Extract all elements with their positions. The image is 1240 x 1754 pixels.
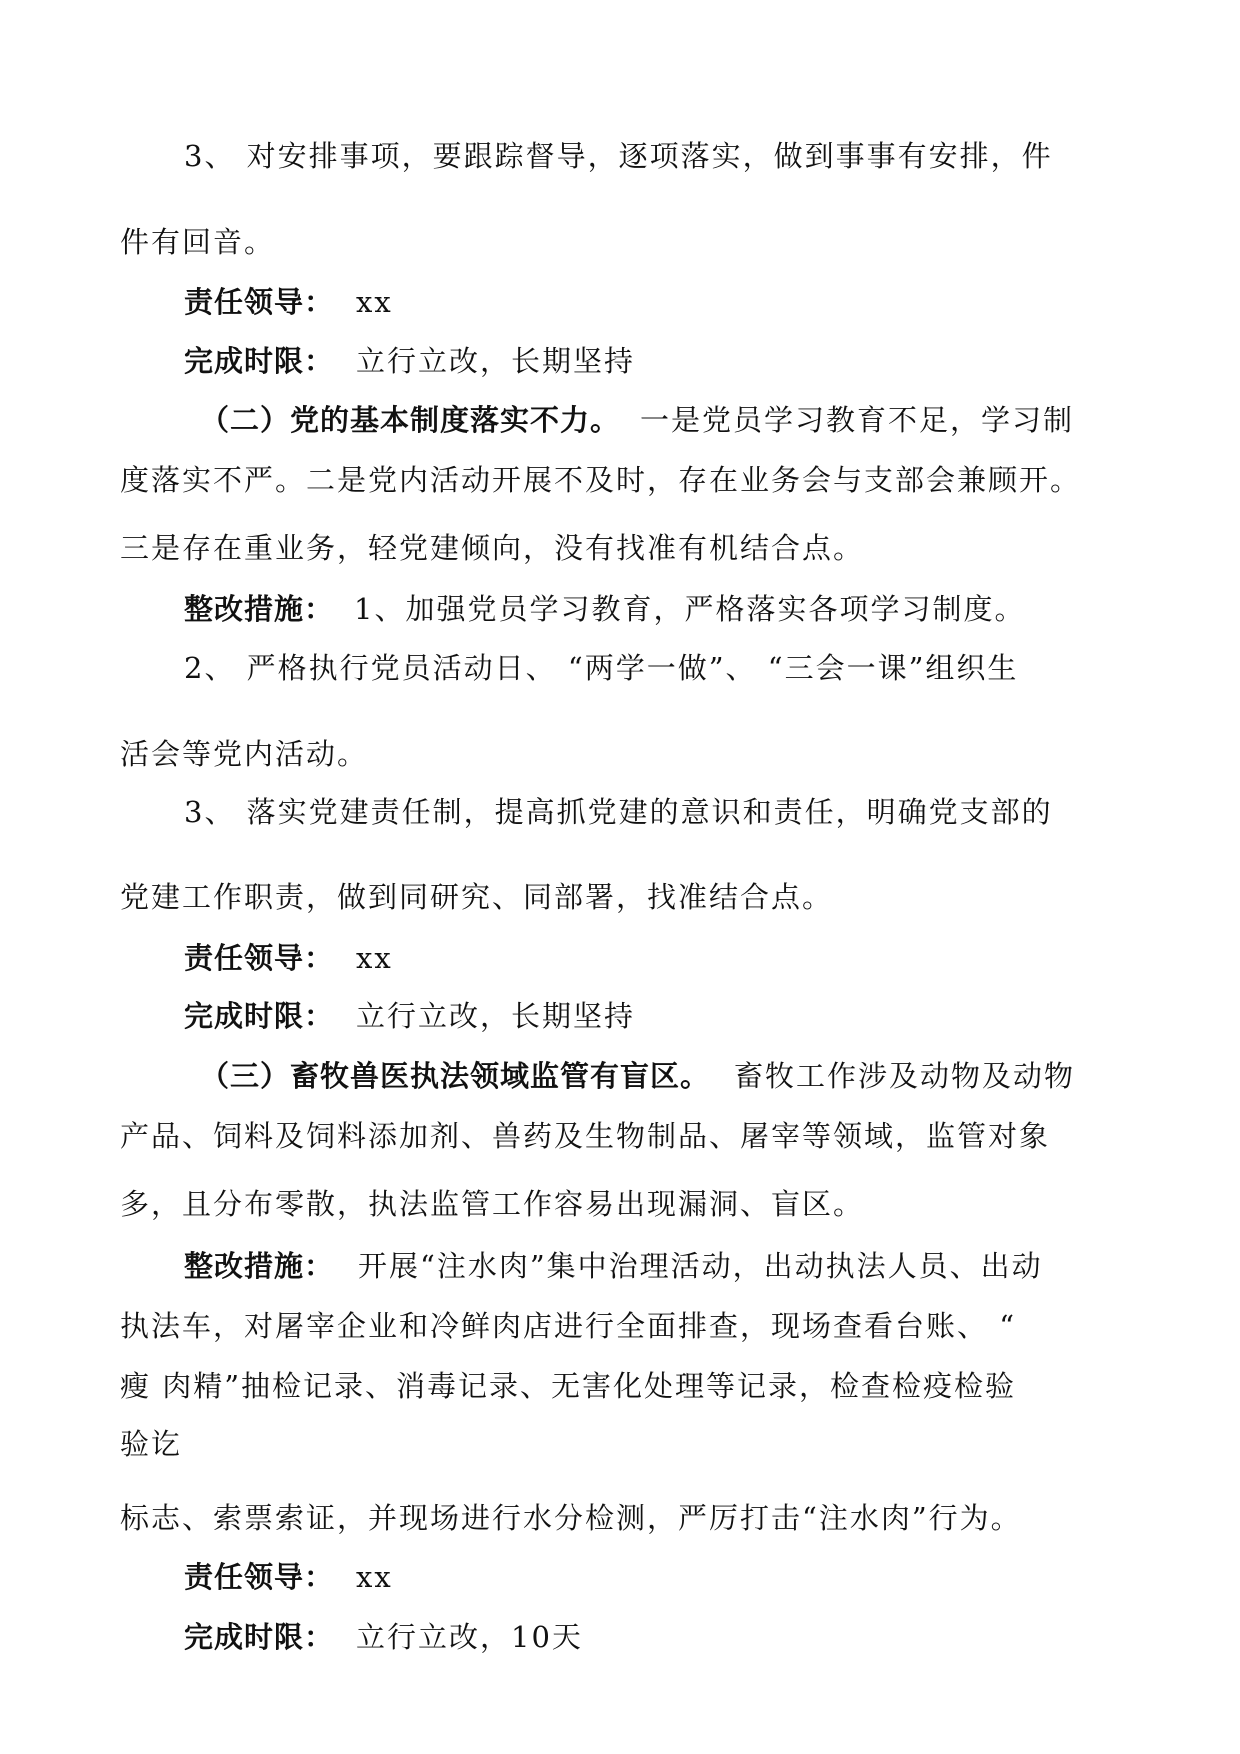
deadline-line bbox=[184, 341, 635, 381]
text-line: 验讫 bbox=[120, 1427, 183, 1461]
section-text: 一是党员学习教育不足，学习制 bbox=[640, 403, 1075, 437]
text-line: 度落实不严。二是党内活动开展不及时，存在业务会与支部会兼顾开。 bbox=[120, 463, 1082, 497]
responsible-leader-line bbox=[184, 938, 393, 978]
field-label: 整改措施： bbox=[184, 592, 335, 626]
field-label: 责任领导： bbox=[184, 941, 335, 975]
text-line: 2、 严格执行党员活动日、 “两学一做”、 “三会一课”组织生 bbox=[184, 651, 1019, 685]
section-heading: （三）畜牧兽医执法领域监管有盲区。 bbox=[200, 1059, 711, 1093]
field-label: 整改措施： bbox=[184, 1249, 335, 1283]
text-line: 3、 落实党建责任制，提高抓党建的意识和责任，明确党支部的 bbox=[184, 795, 1053, 829]
rectification-measures-line bbox=[184, 589, 1025, 629]
field-value: 立行立改，长期坚持 bbox=[356, 344, 636, 378]
text-line: 3、 对安排事项，要跟踪督导，逐项落实，做到事事有安排，件 bbox=[184, 139, 1053, 173]
text-line: 执法车，对屠宰企业和冷鲜肉店进行全面排查，现场查看台账、 “ bbox=[120, 1309, 1017, 1343]
field-value: xx bbox=[356, 941, 393, 975]
field-label: 责任领导： bbox=[184, 285, 335, 319]
rectification-measures-line bbox=[184, 1246, 1043, 1286]
text-line: 活会等党内活动。 bbox=[120, 737, 369, 771]
field-label: 完成时限： bbox=[184, 1620, 335, 1654]
field-value: xx bbox=[356, 285, 393, 319]
field-value: 开展“注水肉”集中治理活动，出动执法人员、出动 bbox=[358, 1249, 1043, 1283]
responsible-leader-line bbox=[184, 1557, 393, 1597]
text-line: 三是存在重业务，轻党建倾向，没有找准有机结合点。 bbox=[120, 531, 865, 565]
text-line: 瘦 肉精”抽检记录、消毒记录、无害化处理等记录，检查检疫检验 bbox=[120, 1369, 1017, 1403]
section-text: 畜牧工作涉及动物及动物 bbox=[734, 1059, 1076, 1093]
field-label: 责任领导： bbox=[184, 1560, 335, 1594]
text-line: 多，且分布零散，执法监管工作容易出现漏洞、盲区。 bbox=[120, 1187, 865, 1221]
deadline-line bbox=[184, 996, 635, 1036]
section-heading-line bbox=[200, 1056, 1075, 1096]
field-value: 立行立改，10天 bbox=[356, 1620, 583, 1654]
field-label: 完成时限： bbox=[184, 999, 335, 1033]
section-heading: （二）党的基本制度落实不力。 bbox=[200, 403, 621, 437]
field-value: 立行立改，长期坚持 bbox=[356, 999, 636, 1033]
field-value: 1、加强党员学习教育，严格落实各项学习制度。 bbox=[354, 592, 1026, 626]
deadline-line bbox=[184, 1617, 583, 1657]
section-heading-line bbox=[200, 400, 1074, 440]
text-line: 标志、索票索证，并现场进行水分检测，严厉打击“注水肉”行为。 bbox=[120, 1501, 1022, 1535]
responsible-leader-line bbox=[184, 282, 393, 322]
text-line: 党建工作职责，做到同研究、同部署，找准结合点。 bbox=[120, 880, 834, 914]
text-line: 件有回音。 bbox=[120, 225, 276, 259]
text-line: 产品、饲料及饲料添加剂、兽药及生物制品、屠宰等领域，监管对象 bbox=[120, 1119, 1051, 1153]
field-value: xx bbox=[356, 1560, 393, 1594]
field-label: 完成时限： bbox=[184, 344, 335, 378]
